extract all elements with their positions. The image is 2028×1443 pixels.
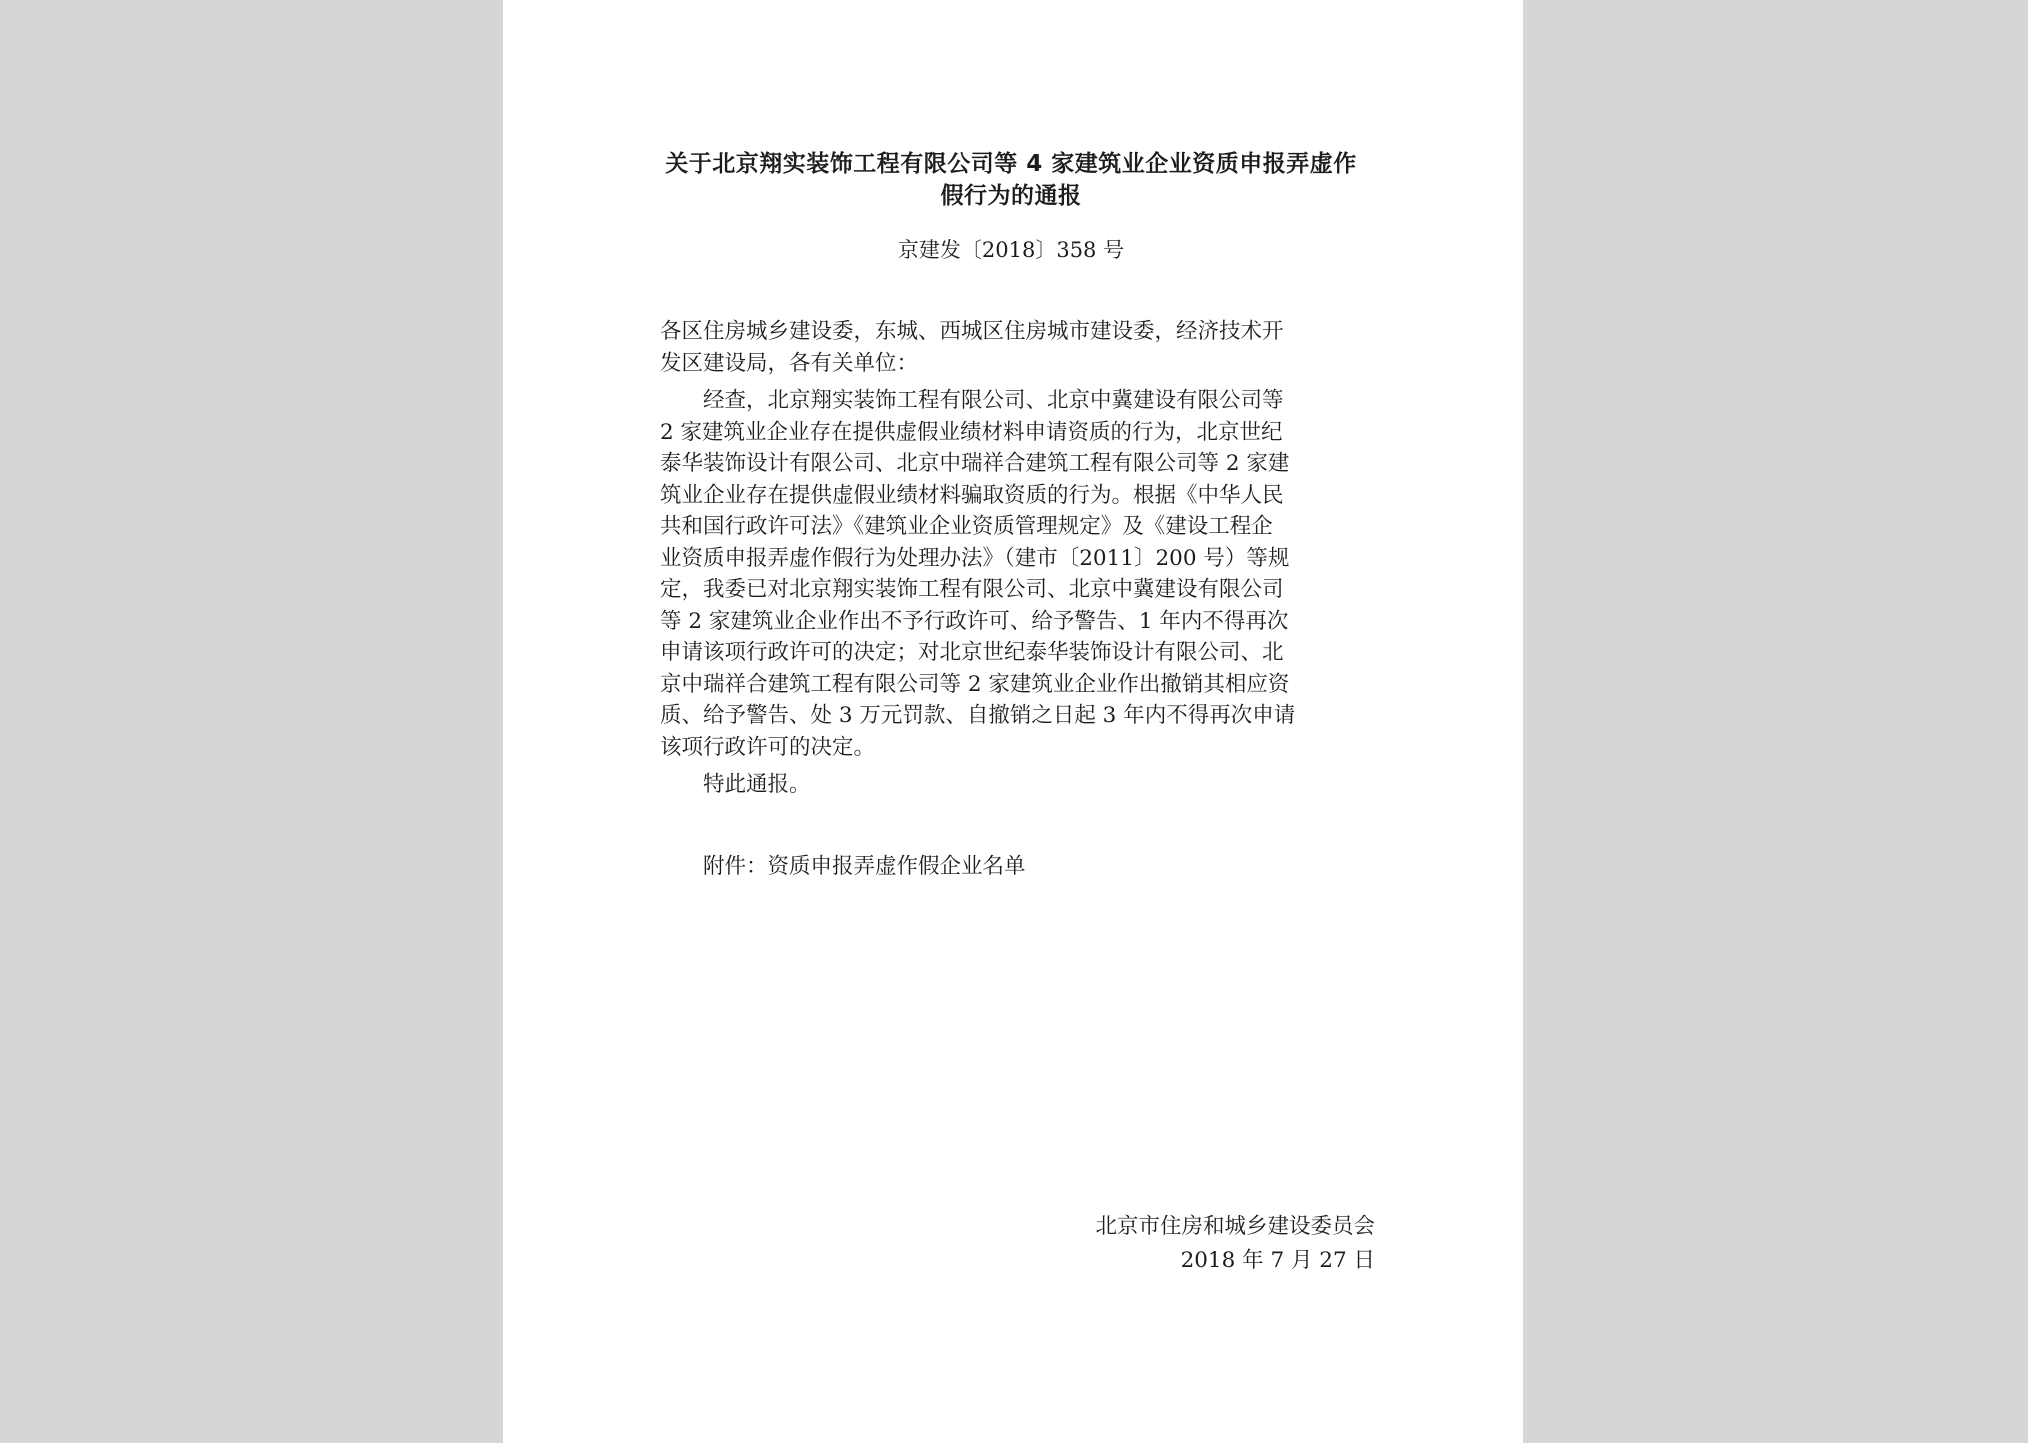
addressee-line: 发区建设局，各有关单位：	[660, 350, 919, 376]
body-line: 业资质申报弄虚作假行为处理办法》（建市〔2011〕200 号）等规	[660, 545, 1290, 571]
body-line: 质、给予警告、处 3 万元罚款、自撤销之日起 3 年内不得再次申请	[660, 703, 1296, 728]
signature-date: 2018 年 7 月 27 日	[1180, 1248, 1375, 1273]
body-line: 共和国行政许可法》《建筑业企业资质管理规定》及《建设工程企	[660, 514, 1273, 539]
signature-block	[1095, 1210, 1375, 1278]
signature-organization: 北京市住房和城乡建设委员会	[1095, 1214, 1375, 1239]
document-body	[660, 316, 1362, 882]
body-line: 经查，北京翔实装饰工程有限公司、北京中冀建设有限公司等	[660, 388, 1284, 413]
document-number: 京建发〔2018〕358 号	[897, 238, 1125, 262]
body-line: 2 家建筑业企业存在提供虚假业绩材料申请资质的行为，北京世纪	[660, 419, 1283, 445]
document-title	[660, 148, 1362, 212]
body-line: 泰华装饰设计有限公司、北京中瑞祥合建筑工程有限公司等 2 家建	[660, 451, 1290, 476]
body-line: 定，我委已对北京翔实装饰工程有限公司、北京中冀建设有限公司	[660, 577, 1284, 602]
body-line: 等 2 家建筑业企业作出不予行政许可、给予警告、1 年内不得再次	[660, 608, 1289, 634]
body-line: 筑业企业存在提供虚假业绩材料骗取资质的行为。根据《中华人民	[660, 482, 1284, 508]
attachment-line: 附件：资质申报弄虚作假企业名单	[660, 853, 1026, 879]
body-line: 该项行政许可的决定。	[660, 734, 876, 760]
addressee-line: 各区住房城乡建设委，东城、西城区住房城市建设委，经济技术开	[660, 319, 1284, 344]
body-line: 京中瑞祥合建筑工程有限公司等 2 家建筑业企业作出撤销其相应资	[660, 671, 1290, 697]
document-page	[503, 0, 1523, 1443]
title-line: 假行为的通报	[940, 183, 1082, 209]
closing-line: 特此通报。	[660, 772, 811, 797]
title-line: 关于北京翔实装饰工程有限公司等 4 家建筑业企业资质申报弄虚作	[665, 151, 1357, 177]
body-line: 申请该项行政许可的决定；对北京世纪泰华装饰设计有限公司、北	[660, 640, 1284, 665]
